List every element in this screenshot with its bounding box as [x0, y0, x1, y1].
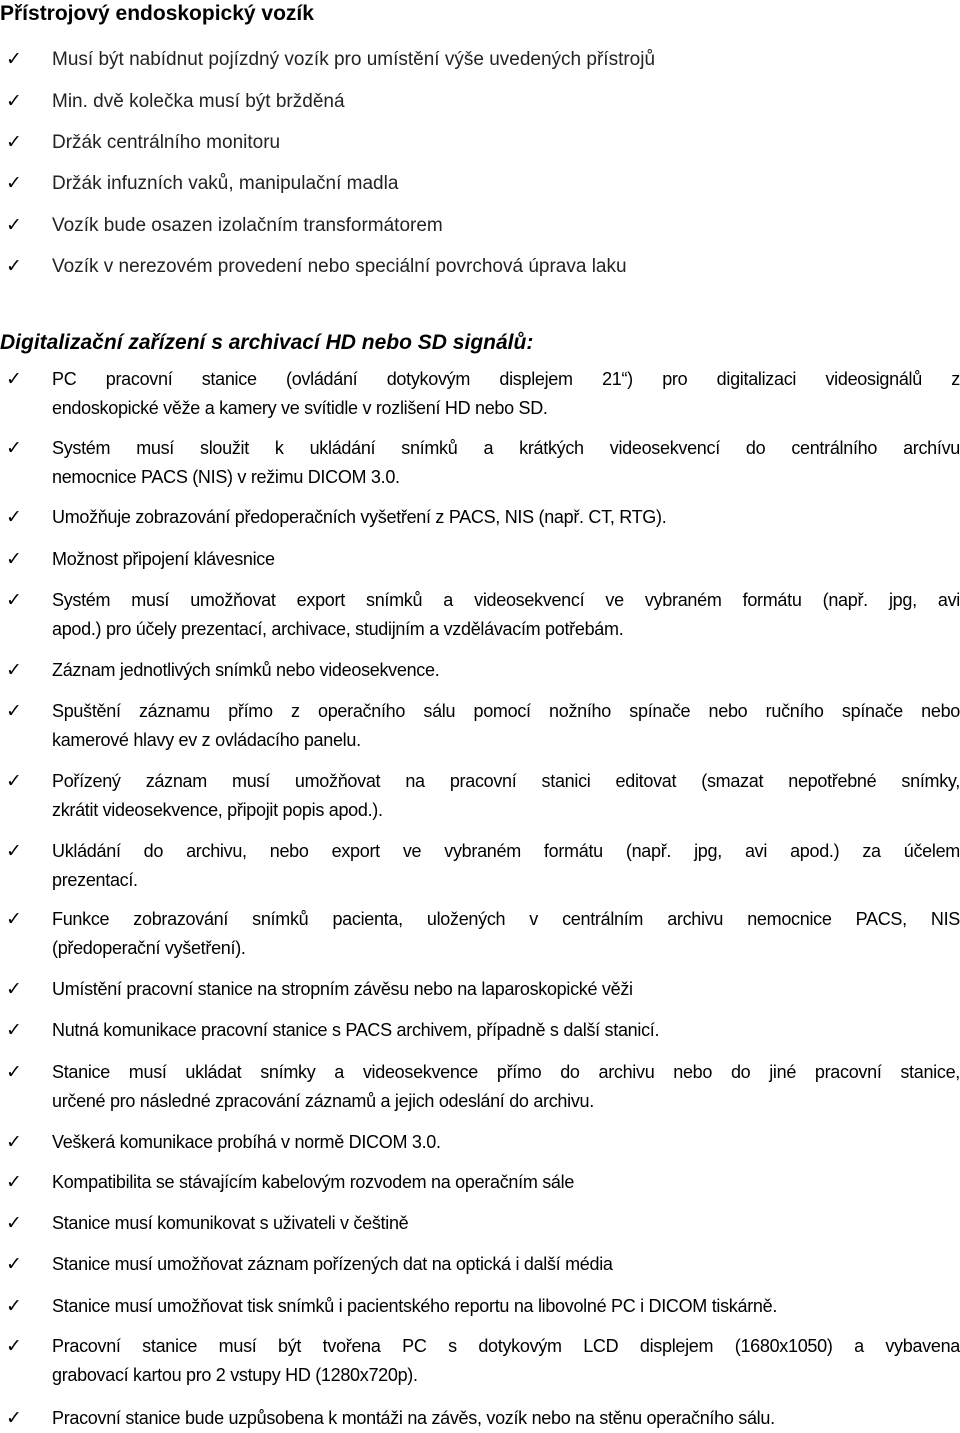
checkmark-icon: ✓ — [6, 131, 22, 153]
list-item-line: Záznam jednotlivých snímků nebo videosekvence. — [52, 660, 440, 680]
list-item-line: Stanice musí komunikovat s uživateli v češtině — [52, 1213, 409, 1233]
list-item-line: Systém musí sloužit k ukládání snímků a krátkých videosekvencí do centrálního archívu — [52, 438, 960, 458]
list-item-text — [52, 1209, 960, 1238]
checkmark-icon: ✓ — [6, 1335, 22, 1357]
list-item-line: Stanice musí ukládat snímky a videosekvence přímo do archivu nebo do jiné pracovní stanice, — [52, 1062, 960, 1082]
checkmark-icon: ✓ — [6, 659, 22, 681]
list-item-text — [52, 1404, 960, 1433]
list-item-text — [52, 1292, 960, 1321]
list-item-text: Vozík v nerezovém provedení nebo speciální povrchová úprava laku — [52, 256, 627, 277]
list-item-line: Kompatibilita se stávajícím kabelovým rozvodem na operačním sále — [52, 1172, 575, 1192]
list-item-line: apod.) pro účely prezentací, archivace, studijním a vzdělávacím potřebám. — [52, 619, 624, 639]
list-item-line: Pracovní stanice bude uzpůsobena k montáži na závěs, vozík nebo na stěnu operačního sálu. — [52, 1408, 775, 1428]
checkmark-icon: ✓ — [6, 978, 22, 1000]
checkmark-icon: ✓ — [6, 172, 22, 194]
list-item-text — [52, 1168, 960, 1197]
list-item-text — [52, 697, 960, 755]
list-item-text — [52, 1250, 960, 1279]
list-item-text: Držák centrálního monitoru — [52, 132, 281, 153]
list-item-line: Systém musí umožňovat export snímků a videosekvencí ve vybraném formátu (např. jpg, avi — [52, 590, 960, 610]
list-item-text — [52, 365, 960, 423]
list-item-line: Možnost připojení klávesnice — [52, 549, 275, 569]
list-item-text: Vozík bude osazen izolačním transformátorem — [52, 215, 443, 236]
list-item-line: prezentací. — [52, 870, 138, 890]
list-item-line: Pořízený záznam musí umožňovat na pracovní stanici editovat (smazat nepotřebné snímky, — [52, 771, 960, 791]
list-item-line: Nutná komunikace pracovní stanice s PACS archivem, případně s další stanicí. — [52, 1020, 660, 1040]
list-item-line: kamerové hlavy ev z ovládacího panelu. — [52, 730, 361, 750]
list-item-text — [52, 905, 960, 963]
list-item-text — [52, 434, 960, 492]
section-title-digitalization: Digitalizační zařízení s archivací HD nebo SD signálů: — [0, 331, 534, 354]
checkmark-icon: ✓ — [6, 700, 22, 722]
list-item-line: zkrátit videosekvence, připojit popis apod.). — [52, 800, 383, 820]
checkmark-icon: ✓ — [6, 90, 22, 112]
list-item-text — [52, 1058, 960, 1116]
list-item-text — [52, 767, 960, 825]
checkmark-icon: ✓ — [6, 1171, 22, 1193]
section-title-cart: Přístrojový endoskopický vozík — [0, 2, 314, 25]
list-item-text — [52, 503, 960, 532]
list-item-line: Stanice musí umožňovat tisk snímků i pacientského reportu na libovolné PC i DICOM tiskárně. — [52, 1296, 778, 1316]
list-item-text: Držák infuzních vaků, manipulační madla — [52, 173, 399, 194]
checkmark-icon: ✓ — [6, 840, 22, 862]
list-item-text — [52, 975, 960, 1004]
list-item-line: Funkce zobrazování snímků pacienta, uložených v centrálním archivu nemocnice PACS, NIS — [52, 909, 960, 929]
list-item-text — [52, 656, 960, 685]
checkmark-icon: ✓ — [6, 908, 22, 930]
list-item-text — [52, 1128, 960, 1157]
checkmark-icon: ✓ — [6, 1131, 22, 1153]
list-item-line: grabovací kartou pro 2 vstupy HD (1280x720p). — [52, 1365, 418, 1385]
checkmark-icon: ✓ — [6, 589, 22, 611]
checkmark-icon: ✓ — [6, 255, 22, 277]
list-item-text: Musí být nabídnut pojízdný vozík pro umístění výše uvedených přístrojů — [52, 49, 656, 70]
checkmark-icon: ✓ — [6, 1212, 22, 1234]
checkmark-icon: ✓ — [6, 770, 22, 792]
checkmark-icon: ✓ — [6, 214, 22, 236]
checkmark-icon: ✓ — [6, 506, 22, 528]
list-item-line: nemocnice PACS (NIS) v režimu DICOM 3.0. — [52, 467, 400, 487]
list-item-text: Min. dvě kolečka musí být bržděná — [52, 91, 345, 112]
list-item-line: Spuštění záznamu přímo z operačního sálu pomocí nožního spínače nebo ručního spínače nebo — [52, 701, 960, 721]
checkmark-icon: ✓ — [6, 1295, 22, 1317]
list-item-line: určené pro následné zpracování záznamů a jejich odeslání do archivu. — [52, 1091, 594, 1111]
list-item-line: Stanice musí umožňovat záznam pořízených dat na optická i další média — [52, 1254, 613, 1274]
checkmark-icon: ✓ — [6, 1407, 22, 1429]
list-item-line: Umožňuje zobrazování předoperačních vyšetření z PACS, NIS (např. CT, RTG). — [52, 507, 667, 527]
checkmark-icon: ✓ — [6, 548, 22, 570]
checkmark-icon: ✓ — [6, 1253, 22, 1275]
checkmark-icon: ✓ — [6, 1061, 22, 1083]
list-item-text — [52, 1332, 960, 1390]
checkmark-icon: ✓ — [6, 368, 22, 390]
list-item-line: Ukládání do archivu, nebo export ve vybraném formátu (např. jpg, avi apod.) za účelem — [52, 841, 960, 861]
checkmark-icon: ✓ — [6, 1019, 22, 1041]
list-item-text — [52, 545, 960, 574]
list-item-line: (předoperační vyšetření). — [52, 938, 246, 958]
checkmark-icon: ✓ — [6, 437, 22, 459]
checkmark-icon: ✓ — [6, 48, 22, 70]
list-item-text — [52, 1016, 960, 1045]
list-item-line: Veškerá komunikace probíhá v normě DICOM 3.0. — [52, 1132, 441, 1152]
list-item-line: endoskopické věže a kamery ve svítidle v rozlišení HD nebo SD. — [52, 398, 548, 418]
list-item-line: Umístění pracovní stanice na stropním závěsu nebo na laparoskopické věži — [52, 979, 633, 999]
list-item-line: Pracovní stanice musí být tvořena PC s dotykovým LCD displejem (1680x1050) a vybavena — [52, 1336, 960, 1356]
list-item-text — [52, 586, 960, 644]
list-item-text — [52, 837, 960, 895]
list-item-line: PC pracovní stanice (ovládání dotykovým displejem 21“) pro digitalizaci videosignálů z — [52, 369, 960, 389]
